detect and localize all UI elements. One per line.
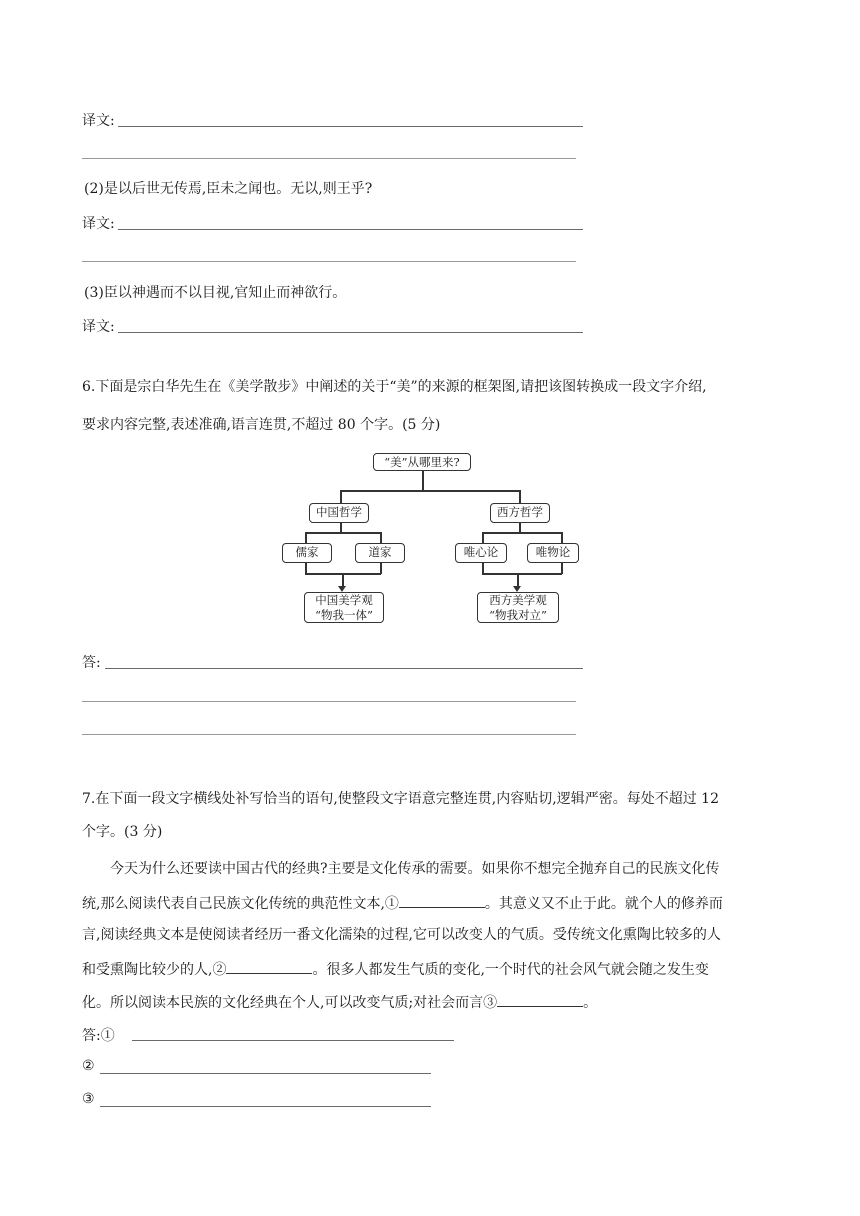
- question-6-line-1: 6.下面是宗白华先生在《美学散步》中阐述的关于“美”的来源的框架图,请把该图转换成一段文字介绍,: [82, 379, 707, 395]
- passage-text: 化。所以阅读本民族的文化经典在个人,可以改变气质;对社会而言③: [82, 995, 498, 1011]
- diagram-western-aesthetics-title: 西方美学观: [489, 593, 547, 607]
- question-7-line-2: 个字。(3 分): [82, 824, 163, 840]
- diagram-idealism-box: 唯心论: [455, 543, 507, 563]
- diagram-root-box: “美”从哪里来?: [373, 453, 471, 471]
- answer-line[interactable]: [118, 332, 583, 333]
- diagram-chinese-aesthetics-title: 中国美学观: [315, 593, 373, 607]
- question-item-2: (2)是以后世无传焉,臣未之闻也。无以,则王乎?: [84, 181, 373, 197]
- diagram-taoism-box: 道家: [355, 543, 405, 563]
- fill-blank-3[interactable]: [497, 990, 583, 1007]
- diagram-western-philosophy-box: 西方哲学: [490, 503, 550, 523]
- passage-text: 。: [583, 995, 598, 1011]
- passage-line-5: [82, 990, 597, 1012]
- diagram-materialism-box: 唯物论: [527, 543, 579, 563]
- fill-blank-2[interactable]: [226, 957, 312, 974]
- answer-line-2[interactable]: [100, 1073, 431, 1074]
- fill-blank-1[interactable]: [399, 891, 485, 908]
- passage-line-1: 今天为什么还要读中国古代的经典?主要是文化传承的需要。如果你不想完全抛弃自己的民族文化传: [110, 861, 720, 877]
- question-7-line-1: 7.在下面一段文字横线处补写恰当的语句,使整段文字语意完整连贯,内容贴切,逻辑严密。每处不超过 12: [82, 791, 719, 807]
- diagram-confucianism-box: 儒家: [282, 543, 332, 563]
- answer-label: 答:: [82, 655, 101, 671]
- answer-line[interactable]: [82, 701, 576, 702]
- answer-line-1[interactable]: [132, 1040, 454, 1041]
- answer-line[interactable]: [118, 126, 583, 127]
- diagram-chinese-aesthetics-box: [304, 592, 384, 623]
- passage-line-4: [82, 957, 709, 979]
- passage-text: 统,那么阅读代表自己民族文化传统的典范性文本,①: [82, 896, 399, 912]
- answer-label-1: 答:①: [82, 1028, 115, 1044]
- question-6-line-2: 要求内容完整,表述准确,语言连贯,不超过 80 个字。(5 分): [82, 417, 441, 433]
- answer-line-3[interactable]: [100, 1106, 431, 1107]
- answer-label-3: ③: [82, 1091, 95, 1107]
- diagram-chinese-philosophy-box: 中国哲学: [309, 503, 369, 523]
- question-item-3: (3)臣以神遇而不以目视,官知止而神欲行。: [84, 285, 347, 301]
- translation-label: 译文:: [82, 113, 115, 129]
- answer-line[interactable]: [82, 261, 576, 262]
- diagram-chinese-aesthetics-subtitle: “物我一体”: [315, 608, 373, 622]
- answer-label-2: ②: [82, 1058, 95, 1074]
- passage-text: 和受熏陶比较少的人,②: [82, 962, 227, 978]
- translation-label: 译文:: [82, 216, 115, 232]
- passage-text: 。很多人都发生气质的变化,一个时代的社会风气就会随之发生变: [312, 962, 709, 978]
- answer-line[interactable]: [105, 668, 583, 669]
- passage-line-2: [82, 891, 723, 913]
- diagram-western-aesthetics-subtitle: “物我对立”: [489, 608, 547, 622]
- answer-line[interactable]: [82, 158, 576, 159]
- diagram-western-aesthetics-box: [477, 592, 559, 623]
- passage-text: 。其意义又不止于此。就个人的修养而: [484, 896, 723, 912]
- translation-label: 译文:: [82, 319, 115, 335]
- passage-line-3: 言,阅读经典文本是使阅读者经历一番文化濡染的过程,它可以改变人的气质。受传统文化熏陶比较多的人: [82, 927, 721, 943]
- answer-line[interactable]: [82, 734, 576, 735]
- answer-line[interactable]: [118, 229, 583, 230]
